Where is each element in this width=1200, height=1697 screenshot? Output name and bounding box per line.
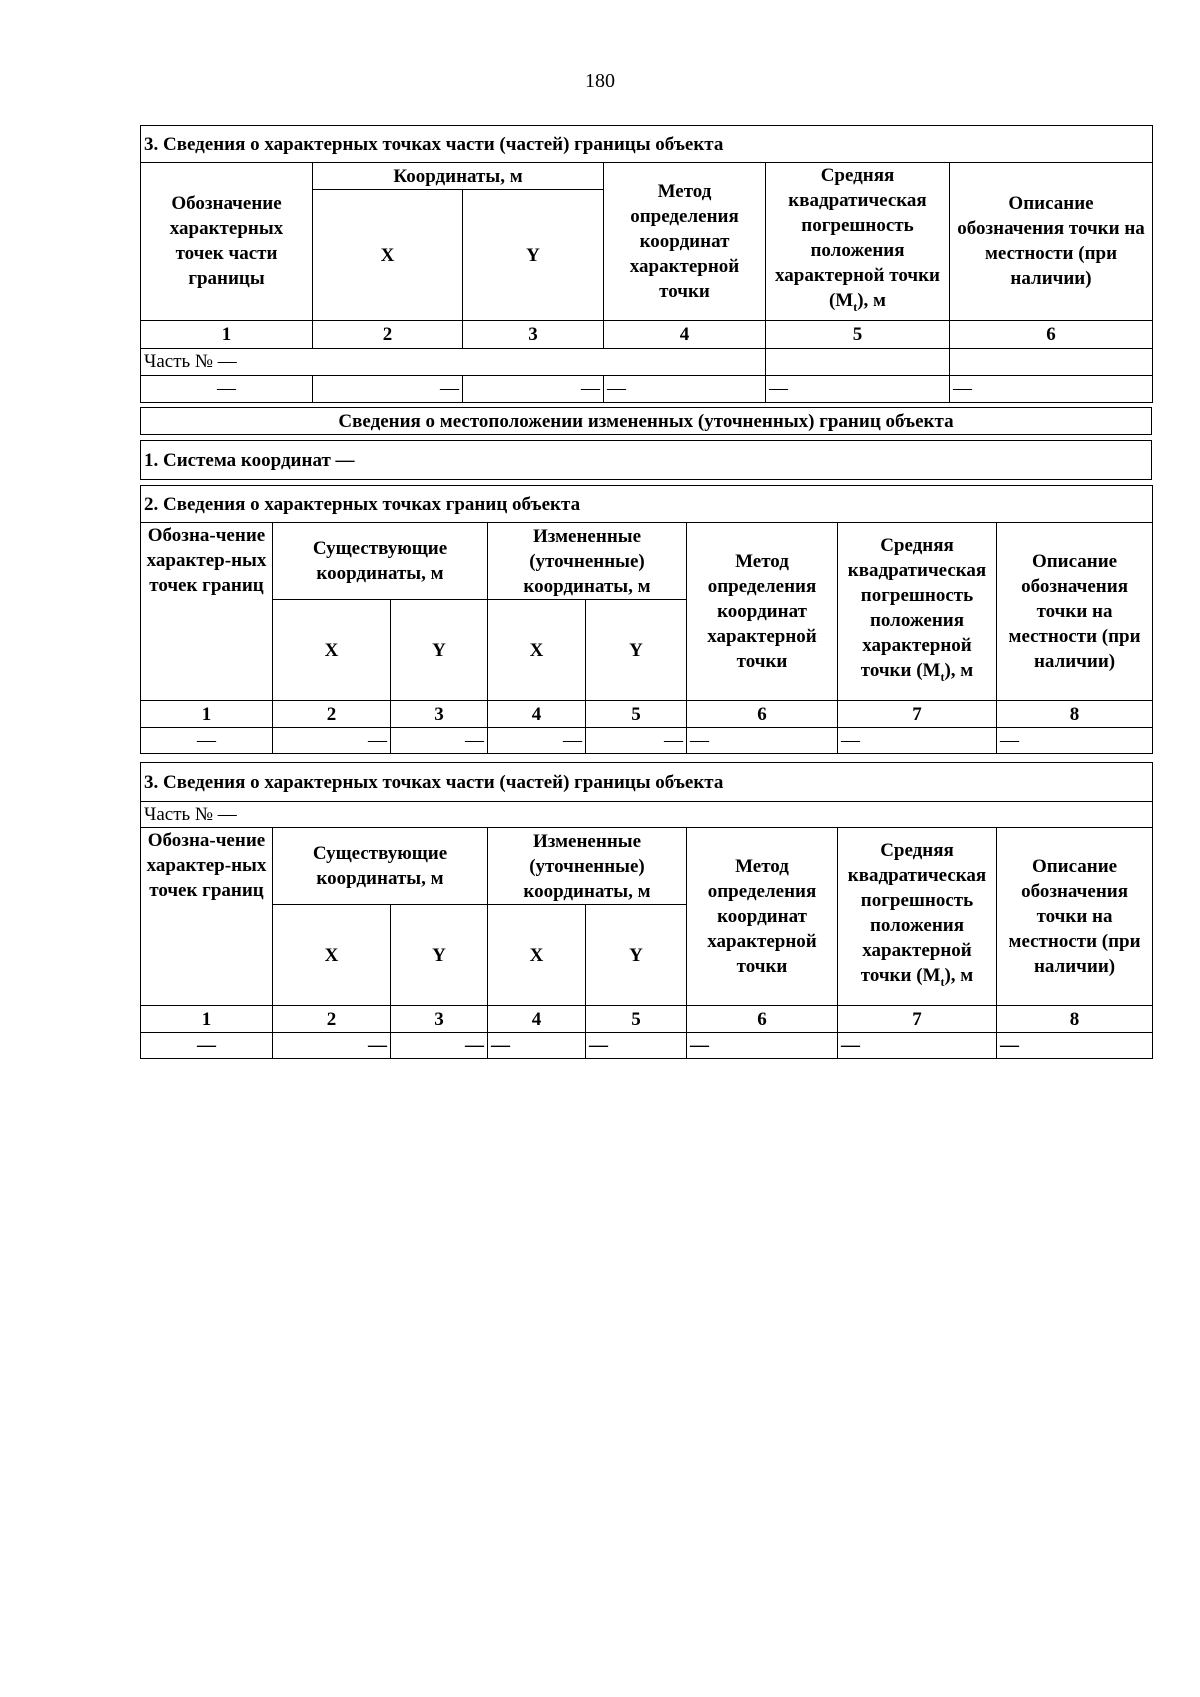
table-cell: — — [950, 375, 1153, 402]
coords-header: Координаты, м — [313, 163, 604, 190]
table-cell: — — [313, 375, 463, 402]
error-header: Средняя квадратическая погрешность положения характерной точки $(M_t)$, м — [838, 523, 997, 701]
table-cell: — — [586, 1033, 687, 1059]
col-number: 6 — [950, 320, 1153, 348]
x-header: X — [488, 600, 586, 701]
table-cell: — — [141, 1033, 273, 1059]
y-header: Y — [463, 190, 604, 321]
table-cell: — — [604, 375, 766, 402]
col-number: 6 — [687, 1006, 838, 1033]
empty-cell — [766, 348, 950, 375]
table-cell: — — [997, 1033, 1153, 1059]
col-number: 2 — [273, 1006, 391, 1033]
part-label: Часть № — — [141, 348, 766, 375]
table-cell: — — [766, 375, 950, 402]
table-cell: — — [273, 1033, 391, 1059]
col-number: 4 — [488, 701, 586, 728]
table-cell: — — [586, 728, 687, 754]
block2-title: 2. Сведения о характерных точках границ объекта — [141, 486, 1153, 523]
designation-header: Обозна-чение характер-ных точек границ — [141, 523, 273, 701]
table-cell: — — [488, 728, 586, 754]
table-cell: — — [687, 728, 838, 754]
table-cell: — — [838, 728, 997, 754]
x-header: X — [313, 190, 463, 321]
col-number: 6 — [687, 701, 838, 728]
y-header: Y — [586, 600, 687, 701]
description-header: Описание обозначения точки на местности (при наличии) — [950, 163, 1153, 321]
changed-coords-header: Измененные (уточненные) координаты, м — [488, 828, 687, 905]
page-number: 180 — [585, 70, 615, 92]
method-header: Метод определения координат характерной точки — [687, 523, 838, 701]
col-number: 3 — [391, 1006, 488, 1033]
y-header: Y — [586, 905, 687, 1006]
description-header: Описание обозначения точки на местности (при наличии) — [997, 828, 1153, 1006]
block1-title: 3. Сведения о характерных точках части (частей) границы объекта — [141, 126, 1153, 163]
y-header: Y — [391, 905, 488, 1006]
x-header: X — [273, 600, 391, 701]
col-number: 3 — [463, 320, 604, 348]
block3-title: 3. Сведения о характерных точках части (частей) границы объекта — [141, 763, 1153, 802]
table-cell: — — [997, 728, 1153, 754]
col-number: 1 — [141, 701, 273, 728]
method-header: Метод определения координат характерной точки — [604, 163, 766, 321]
table-cell: — — [273, 728, 391, 754]
boundary-points-table — [140, 485, 1153, 754]
error-header: Средняя квадратическая погрешность положения характерной точки $(M_t)$, м — [838, 828, 997, 1006]
table-cell: — — [488, 1033, 586, 1059]
table-cell: — — [463, 375, 604, 402]
col-number: 4 — [488, 1006, 586, 1033]
x-header: X — [488, 905, 586, 1006]
col-number: 5 — [586, 1006, 687, 1033]
col-number: 7 — [838, 1006, 997, 1033]
description-header: Описание обозначения точки на местности (при наличии) — [997, 523, 1153, 701]
col-number: 3 — [391, 701, 488, 728]
col-number: 1 — [141, 1006, 273, 1033]
x-header: X — [273, 905, 391, 1006]
table-cell: — — [391, 728, 488, 754]
location-header: Сведения о местоположении измененных (уточненных) границ объекта — [141, 408, 1152, 435]
col-number: 2 — [313, 320, 463, 348]
table-cell: — — [687, 1033, 838, 1059]
coord-system-table — [140, 440, 1152, 480]
designation-header: Обозна-чение характер-ных точек границ — [141, 828, 273, 1006]
col-number: 2 — [273, 701, 391, 728]
method-header: Метод определения координат характерной точки — [687, 828, 838, 1006]
col-number: 7 — [838, 701, 997, 728]
y-header: Y — [391, 600, 488, 701]
col-number: 8 — [997, 701, 1153, 728]
part-boundary-points-table — [140, 762, 1153, 1059]
table-cell: — — [391, 1033, 488, 1059]
col-number: 5 — [766, 320, 950, 348]
col-number: 5 — [586, 701, 687, 728]
error-header: Средняя квадратическая погрешность положения характерной точки $(M_t)$, м — [766, 163, 950, 321]
col-number: 4 — [604, 320, 766, 348]
table-cell: — — [141, 728, 273, 754]
col-number: 1 — [141, 320, 313, 348]
part-label: Часть № — — [141, 802, 1153, 828]
designation-header: Обозначение характерных точек части границы — [141, 163, 313, 321]
changed-coords-header: Измененные (уточненные) координаты, м — [488, 523, 687, 600]
table-cell: — — [838, 1033, 997, 1059]
col-number: 8 — [997, 1006, 1153, 1033]
existing-coords-header: Существующие координаты, м — [273, 828, 488, 905]
existing-coords-header: Существующие координаты, м — [273, 523, 488, 600]
part-points-table — [140, 125, 1153, 403]
location-table — [140, 407, 1152, 435]
coord-system: 1. Система координат — — [141, 441, 1152, 480]
empty-cell — [950, 348, 1153, 375]
table-cell: — — [141, 375, 313, 402]
